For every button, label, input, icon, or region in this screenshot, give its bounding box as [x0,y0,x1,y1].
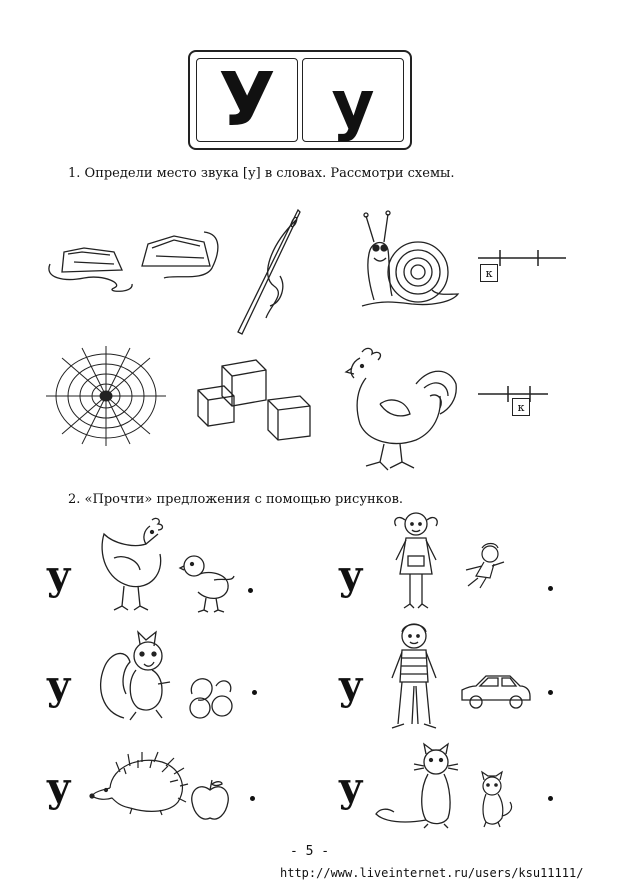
sound-scheme-1 [478,246,568,290]
row-letter: у [46,552,72,599]
page-number: - 5 - [290,844,330,859]
row-letter: у [338,662,364,709]
sentence-end-dot [548,586,553,591]
sound-scheme-2 [478,386,568,430]
letter-card [188,50,412,150]
scheme-consonant-box [480,264,498,282]
snail-icon [352,210,462,318]
row-letter: у [338,764,364,811]
sentence-end-dot [252,690,257,695]
upper-letter: У [218,57,276,143]
row-letter: у [46,764,72,811]
squirrel-icon [96,628,176,728]
girl-icon [388,508,444,618]
sentence-end-dot [248,588,253,593]
car-icon [458,672,534,716]
chick-icon [180,548,236,618]
rooster-icon [344,344,462,478]
source-url: http://www.liveinternet.ru/users/ksu11111/ [280,866,584,880]
hen-icon [94,514,174,618]
apple-icon [190,778,230,826]
cubes-icon [196,356,320,450]
irons-icon [44,222,224,306]
task1-title: 1. Определи место звука [у] в словах. Рассмотри схемы. [68,166,455,181]
sentence-end-dot [250,796,255,801]
spiderweb-icon [44,344,168,452]
scheme-label: к [485,266,493,280]
boy-icon [384,620,444,736]
scheme-label: к [517,400,525,414]
sentence-end-dot [548,796,553,801]
nuts-icon [186,672,236,724]
lower-letter: у [331,66,375,143]
sentence-end-dot [548,690,553,695]
letter-card-lower [302,58,404,142]
cat-icon [374,744,466,832]
hedgehog-icon [90,752,188,820]
doll-icon [460,540,506,594]
needle-thread-icon [230,206,310,342]
letter-card-upper [196,58,298,142]
row-letter: у [338,552,364,599]
kitten-icon [474,772,514,832]
task2-title: 2. «Прочти» предложения с помощью рисунков. [68,492,404,507]
row-letter: у [46,662,72,709]
scheme-consonant-box [512,398,530,416]
